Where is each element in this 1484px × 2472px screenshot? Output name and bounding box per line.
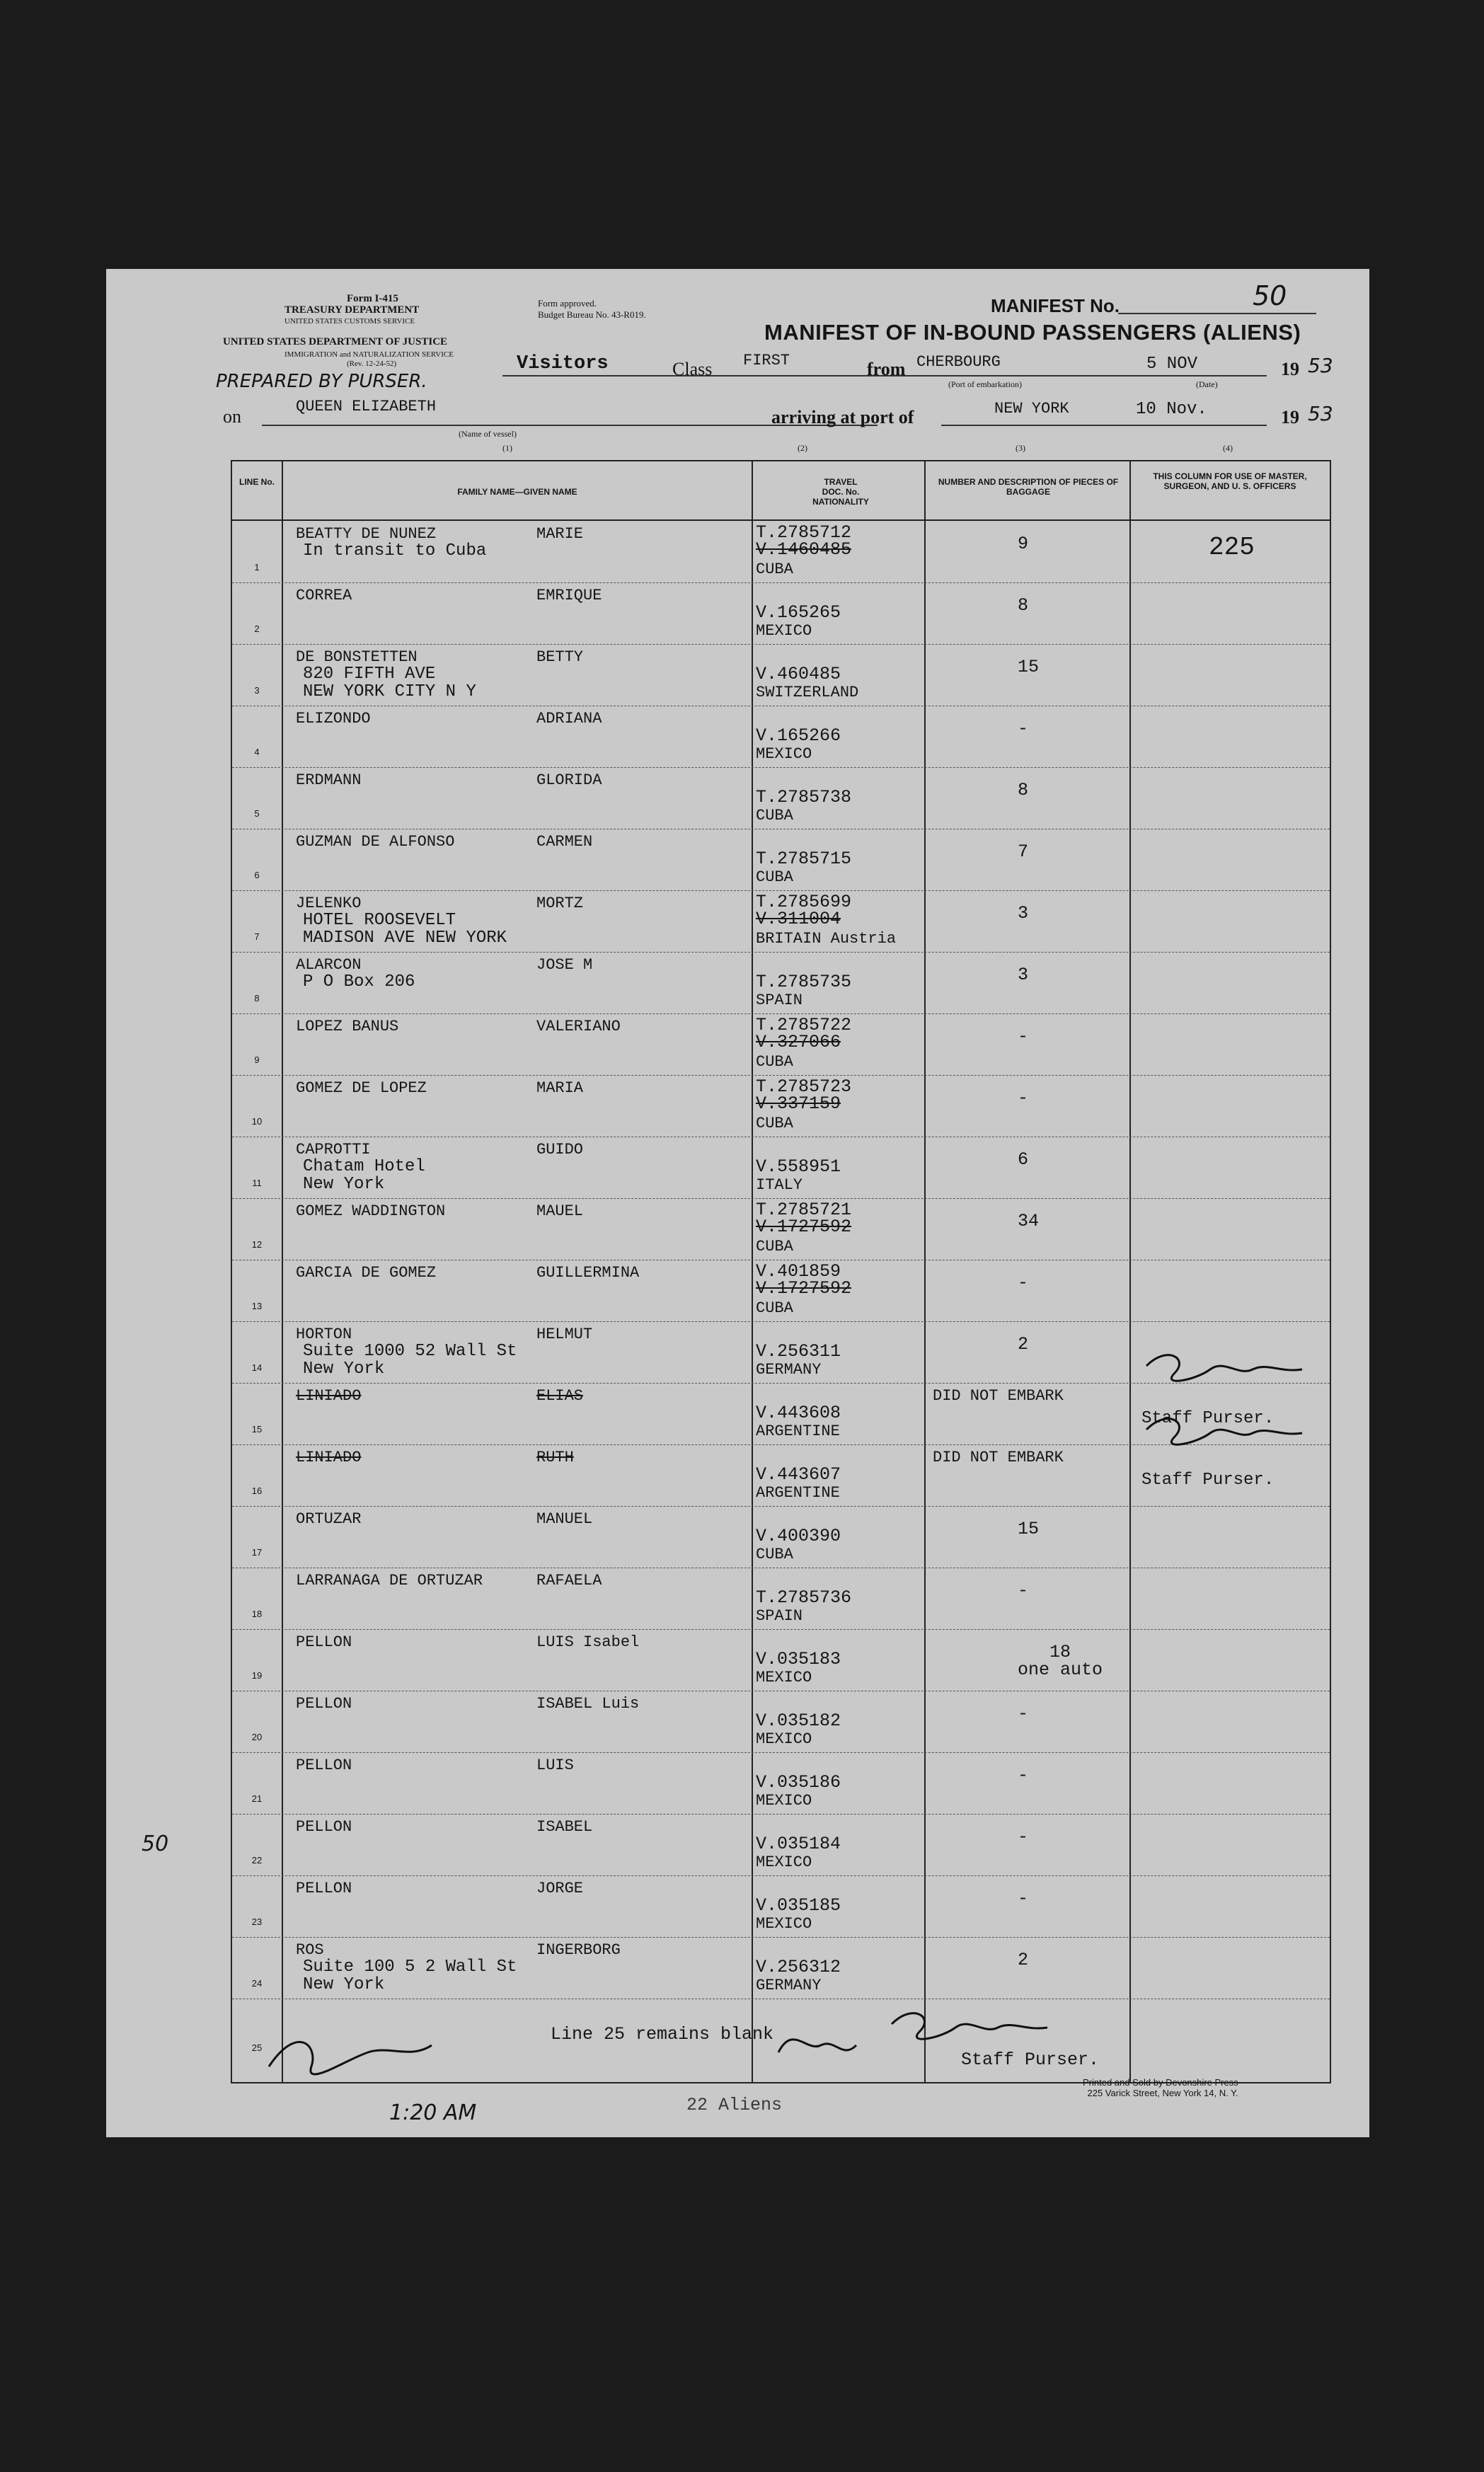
line-number: 4 (254, 747, 260, 757)
nationality: ITALY (756, 1176, 803, 1194)
baggage-count: 7 (1018, 841, 1029, 862)
line-number: 24 (251, 1978, 263, 1989)
baggage-count: - (1018, 1580, 1029, 1601)
manifest-no-label: MANIFEST No. (991, 295, 1120, 316)
family-name: GARCIA DE GOMEZ (296, 1264, 437, 1282)
family-name: PELLON (296, 1695, 352, 1713)
line-number: 8 (254, 993, 260, 1004)
table-row (232, 521, 1330, 583)
passenger-table (231, 460, 1331, 2083)
class-value: FIRST (743, 352, 790, 369)
year-prefix-1: 19 (1281, 359, 1299, 379)
printer-line-1: Printed and Sold by Devonshire Press (1083, 2077, 1238, 2088)
given-name: ISABEL Luis (536, 1695, 640, 1713)
nationality: MEXICO (756, 1853, 812, 1871)
table-row (232, 1937, 1330, 1999)
family-name: JELENKO (296, 895, 362, 912)
on-label: on (223, 406, 241, 427)
baggage-count: - (1018, 1026, 1029, 1047)
officer-note: 225 (1209, 533, 1255, 562)
line-number: 2 (254, 623, 260, 634)
given-name: LUIS (536, 1757, 574, 1774)
officer-note: Staff Purser. (1141, 1409, 1275, 1428)
from-line (913, 375, 1161, 376)
family-name: GOMEZ DE LOPEZ (296, 1079, 427, 1097)
nationality: CUBA (756, 560, 793, 578)
year-prefix-2: 19 (1281, 407, 1299, 427)
baggage-count: 15 (1018, 657, 1040, 677)
travel-document-number: T.2785721 (756, 1200, 852, 1220)
travel-document-number: T.2785735 (756, 972, 852, 992)
nationality: ARGENTINE (756, 1422, 840, 1440)
table-row (232, 1444, 1330, 1507)
baggage-count: 3 (1018, 903, 1029, 924)
travel-document-number: T.2785738 (756, 787, 852, 807)
travel-document-number: V.460485 (756, 664, 841, 684)
column-number-4: (4) (1223, 443, 1233, 453)
table-row (232, 767, 1330, 829)
line-number: 11 (252, 1178, 262, 1188)
line-number: 7 (254, 931, 260, 942)
line-number: 19 (251, 1670, 263, 1681)
form-number: Form I-415 (347, 293, 398, 304)
given-name: RUTH (536, 1449, 574, 1466)
column-number-1: (1) (502, 443, 512, 453)
table-row (232, 1075, 1330, 1137)
family-name: CAPROTTI (296, 1141, 371, 1159)
family-name: PELLON (296, 1633, 352, 1651)
line-number: 3 (254, 685, 260, 696)
form-approved: Form approved. (538, 298, 597, 309)
given-name: ADRIANA (536, 710, 602, 728)
nationality: BRITAIN Austria (756, 930, 897, 948)
budget-bureau: Budget Bureau No. 43-R019. (538, 309, 646, 320)
travel-document-number: V.035184 (756, 1834, 841, 1854)
line-number: 18 (251, 1609, 263, 1619)
baggage-count: 9 (1018, 534, 1029, 554)
table-row (232, 1629, 1330, 1691)
line-number: 10 (251, 1116, 263, 1127)
family-name: BEATTY DE NUNEZ (296, 525, 437, 543)
year-2: 53 (1308, 402, 1333, 425)
department-of-justice: UNITED STATES DEPARTMENT OF JUSTICE (223, 336, 448, 347)
family-name: LOPEZ BANUS (296, 1018, 399, 1035)
family-name: ORTUZAR (296, 1510, 362, 1528)
family-name: LINIADO (296, 1387, 362, 1405)
line-number: 21 (251, 1793, 263, 1804)
nationality: ARGENTINE (756, 1484, 840, 1502)
officer-note: Staff Purser. (1141, 1471, 1275, 1490)
travel-document-number: V.558951 (756, 1156, 841, 1177)
family-name: PELLON (296, 1818, 352, 1836)
given-name: CARMEN (536, 833, 593, 851)
visitors-label: Visitors (517, 353, 609, 374)
baggage-status: DID NOT EMBARK (933, 1387, 1064, 1405)
table-row (232, 1383, 1330, 1445)
passenger-address: Suite 1000 52 Wall St New York (303, 1342, 517, 1379)
family-name: LINIADO (296, 1449, 362, 1466)
nationality: SPAIN (756, 1607, 803, 1625)
line-number: 14 (251, 1362, 263, 1373)
travel-document-old: V.337159 (756, 1093, 841, 1114)
table-row (232, 1752, 1330, 1815)
column-header-officers: THIS COLUMN FOR USE OF MASTER, SURGEON, AND U. S. OFFICERS (1153, 471, 1307, 491)
vessel-name: QUEEN ELIZABETH (296, 398, 437, 415)
line-number: 16 (251, 1485, 263, 1496)
line-number: 13 (251, 1301, 263, 1311)
travel-document-old: V.1460485 (756, 539, 852, 560)
given-name: JORGE (536, 1880, 584, 1897)
passenger-address: Suite 100 5 2 Wall St New York (303, 1958, 517, 1994)
travel-document-number: T.2785722 (756, 1015, 852, 1035)
line-number: 22 (251, 1855, 263, 1866)
table-row (232, 829, 1330, 891)
travel-document-number: V.165266 (756, 725, 841, 746)
table-row (232, 1260, 1330, 1322)
passenger-address: HOTEL ROOSEVELT MADISON AVE NEW YORK (303, 911, 507, 948)
travel-document-old: V.1727592 (756, 1278, 852, 1299)
table-row (232, 1814, 1330, 1876)
given-name: MAUEL (536, 1202, 584, 1220)
table-row (232, 1013, 1330, 1076)
family-name: DE BONSTETTEN (296, 648, 418, 666)
travel-document-old: V.327066 (756, 1032, 841, 1052)
family-name: LARRANAGA DE ORTUZAR (296, 1572, 483, 1589)
travel-document-number: T.2785723 (756, 1076, 852, 1097)
column-number-2: (2) (798, 443, 807, 453)
aliens-count: 22 Aliens (686, 2095, 783, 2115)
port-of-arrival: NEW YORK (994, 400, 1069, 418)
given-name: MORTZ (536, 895, 584, 912)
travel-document-number: T.2785712 (756, 522, 852, 543)
nationality: SWITZERLAND (756, 684, 859, 701)
given-name: GUILLERMINA (536, 1264, 640, 1282)
line-25-note: Line 25 remains blank (551, 2024, 774, 2045)
given-name: GUIDO (536, 1141, 584, 1159)
arrival-port-line (941, 425, 1154, 426)
year-1: 53 (1308, 354, 1333, 377)
given-name: MARIE (536, 525, 584, 543)
arrival-date: 10 Nov. (1136, 400, 1207, 419)
travel-document-number: V.443608 (756, 1403, 841, 1423)
table-row (232, 1691, 1330, 1753)
table-row (232, 890, 1330, 953)
travel-document-number: V.035185 (756, 1895, 841, 1916)
line-number: 9 (254, 1054, 260, 1065)
prepared-by-purser: PREPARED BY PURSER. (216, 371, 427, 392)
travel-document-number: V.401859 (756, 1261, 841, 1282)
given-name: RAFAELA (536, 1572, 602, 1589)
given-name: MARIA (536, 1079, 584, 1097)
family-name: ERDMANN (296, 771, 362, 789)
table-row (232, 706, 1330, 768)
travel-document-number: T.2785736 (756, 1587, 852, 1608)
table-row-25 (232, 1999, 1330, 2076)
nationality: CUBA (756, 1299, 793, 1317)
nationality: MEXICO (756, 1669, 812, 1686)
table-row (232, 1875, 1330, 1938)
vessel-caption: (Name of vessel) (459, 429, 517, 439)
given-name: INGERBORG (536, 1941, 621, 1959)
column-header-line: LINE No. (239, 477, 275, 487)
given-name: EMRIQUE (536, 587, 602, 604)
given-name: JOSE M (536, 956, 593, 974)
line-number: 20 (251, 1732, 263, 1742)
table-row (232, 952, 1330, 1014)
given-name: VALERIANO (536, 1018, 621, 1035)
manifest-title: MANIFEST OF IN-BOUND PASSENGERS (ALIENS) (764, 320, 1301, 345)
given-name: LUIS Isabel (536, 1633, 640, 1651)
travel-document-number: V.035186 (756, 1772, 841, 1793)
table-row (232, 1198, 1330, 1260)
nationality: CUBA (756, 1115, 793, 1132)
nationality: CUBA (756, 1053, 793, 1071)
passenger-address: P O Box 206 (303, 972, 415, 991)
printer-credit (1083, 2077, 1238, 2098)
given-name: BETTY (536, 648, 584, 666)
passenger-address: Chatam Hotel New York (303, 1157, 425, 1194)
nationality: GERMANY (756, 1977, 822, 1994)
given-name: MANUEL (536, 1510, 593, 1528)
family-name: GUZMAN DE ALFONSO (296, 833, 455, 851)
given-name: HELMUT (536, 1326, 593, 1343)
column-header-travel-doc: TRAVEL DOC. No. NATIONALITY (812, 477, 869, 507)
travel-document-number: V.256312 (756, 1957, 841, 1977)
column-number-3: (3) (1016, 443, 1025, 453)
port-of-embarkation: CHERBOURG (916, 353, 1001, 371)
treasury-department: TREASURY DEPARTMENT (284, 304, 420, 316)
table-row (232, 1321, 1330, 1384)
nationality: SPAIN (756, 991, 803, 1009)
baggage-count: 2 (1018, 1950, 1029, 1970)
nationality: CUBA (756, 1238, 793, 1255)
line-number: 15 (251, 1424, 263, 1435)
date-line (1139, 375, 1267, 376)
handwritten-time-note: 1:20 AM (389, 2100, 477, 2125)
line-number: 17 (251, 1547, 263, 1558)
printer-line-2: 225 Varick Street, New York 14, N. Y. (1087, 2088, 1238, 2098)
from-label: from (867, 359, 906, 379)
family-name: PELLON (296, 1757, 352, 1774)
nationality: MEXICO (756, 745, 812, 763)
baggage-count: 8 (1018, 595, 1029, 616)
baggage-count: - (1018, 1765, 1029, 1786)
nationality: MEXICO (756, 1792, 812, 1810)
date-caption: (Date) (1196, 379, 1218, 389)
family-name: ROS (296, 1941, 324, 1959)
nationality: MEXICO (756, 1730, 812, 1748)
baggage-count: 18 one auto (1018, 1642, 1103, 1680)
line-number: 25 (251, 2042, 263, 2053)
line-number: 12 (251, 1239, 263, 1250)
family-name: HORTON (296, 1326, 352, 1343)
baggage-count: 2 (1018, 1334, 1029, 1355)
baggage-count: - (1018, 1088, 1029, 1108)
manifest-document (106, 269, 1369, 2137)
nationality: MEXICO (756, 622, 812, 640)
manifest-no-line (1118, 313, 1316, 314)
arriving-label: arriving at port of (771, 407, 914, 427)
baggage-count: 6 (1018, 1149, 1029, 1170)
travel-document-number: V.035183 (756, 1649, 841, 1669)
table-row (232, 644, 1330, 706)
family-name: PELLON (296, 1880, 352, 1897)
baggage-count: - (1018, 1272, 1029, 1293)
travel-document-number: V.035182 (756, 1711, 841, 1731)
margin-note: 50 (142, 1832, 169, 1856)
family-name: ELIZONDO (296, 710, 371, 728)
baggage-count: 8 (1018, 780, 1029, 800)
column-header-baggage: NUMBER AND DESCRIPTION OF PIECES OF BAGGAGE (938, 477, 1119, 497)
port-embark-caption: (Port of embarkation) (948, 379, 1022, 389)
line-number: 6 (254, 870, 260, 880)
baggage-count: 34 (1018, 1211, 1040, 1231)
table-row (232, 1506, 1330, 1568)
class-label: Class (672, 359, 713, 379)
nationality: MEXICO (756, 1915, 812, 1933)
passenger-address: 820 FIFTH AVE NEW YORK CITY N Y (303, 665, 476, 701)
line-number: 5 (254, 808, 260, 819)
travel-document-number: V.165265 (756, 602, 841, 623)
travel-document-number: T.2785715 (756, 849, 852, 869)
baggage-count: - (1018, 1827, 1029, 1847)
travel-document-number: V.400390 (756, 1526, 841, 1546)
family-name: GOMEZ WADDINGTON (296, 1202, 446, 1220)
given-name: ELIAS (536, 1387, 584, 1405)
travel-document-number: T.2785699 (756, 892, 852, 912)
nationality: CUBA (756, 868, 793, 886)
family-name: ALARCON (296, 956, 362, 974)
nationality: GERMANY (756, 1361, 822, 1379)
baggage-count: 3 (1018, 965, 1029, 985)
baggage-count: - (1018, 718, 1029, 739)
baggage-count: 15 (1018, 1519, 1040, 1539)
line-number: 23 (251, 1916, 263, 1927)
baggage-count: - (1018, 1703, 1029, 1724)
arrival-date-line (1125, 425, 1267, 426)
embark-date: 5 NOV (1146, 355, 1198, 374)
baggage-status: DID NOT EMBARK (933, 1449, 1064, 1466)
column-header-name: FAMILY NAME—GIVEN NAME (457, 487, 577, 497)
manifest-no-value: 50 (1253, 280, 1287, 311)
ins-service: IMMIGRATION and NATURALIZATION SERVICE (284, 350, 454, 359)
customs-service: UNITED STATES CUSTOMS SERVICE (284, 317, 415, 326)
table-row (232, 1568, 1330, 1630)
nationality: CUBA (756, 1546, 793, 1563)
travel-document-old: V.1727592 (756, 1217, 852, 1237)
table-row (232, 582, 1330, 645)
baggage-count: - (1018, 1888, 1029, 1909)
staff-purser-signature-label: Staff Purser. (961, 2050, 1100, 2070)
given-name: ISABEL (536, 1818, 593, 1836)
table-row (232, 1137, 1330, 1199)
travel-document-number: V.256311 (756, 1341, 841, 1362)
family-name: CORREA (296, 587, 352, 604)
line-number: 1 (254, 562, 260, 573)
form-revision: (Rev. 12-24-52) (347, 360, 397, 368)
nationality: CUBA (756, 807, 793, 824)
travel-document-old: V.311004 (756, 909, 841, 929)
travel-document-number: V.443607 (756, 1464, 841, 1485)
passenger-address: In transit to Cuba (303, 541, 487, 560)
given-name: GLORIDA (536, 771, 602, 789)
